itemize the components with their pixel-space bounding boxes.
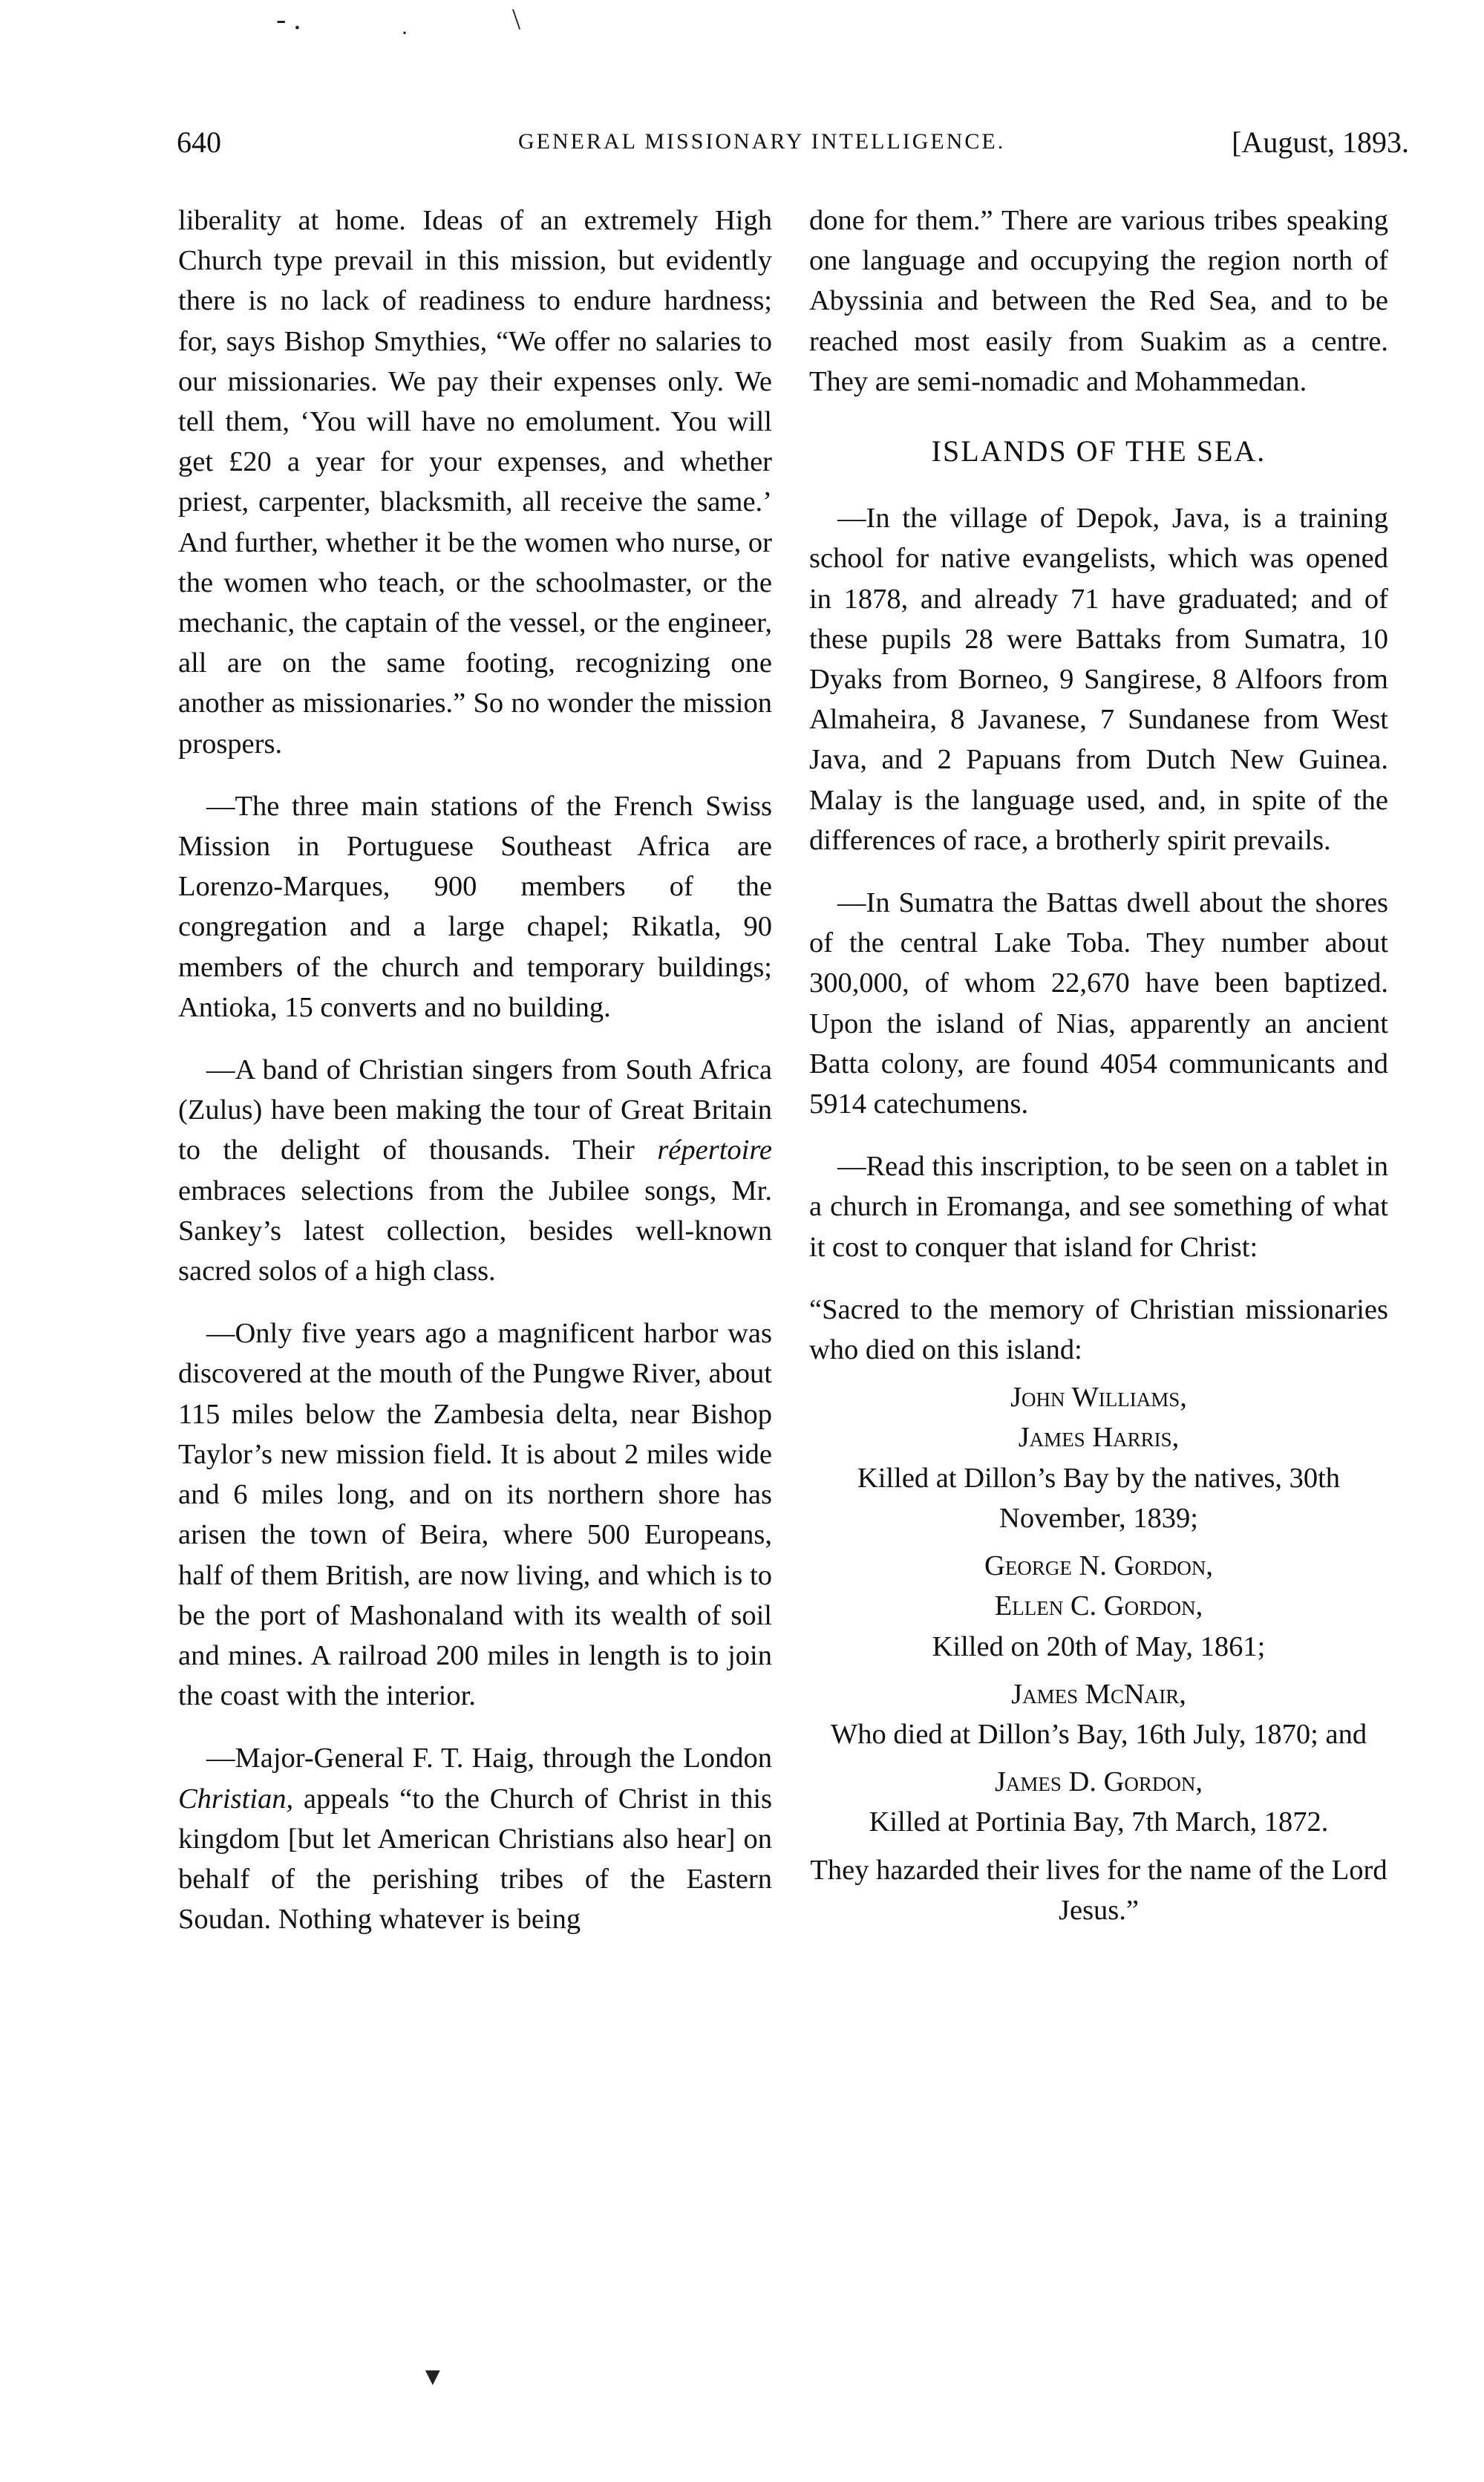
inscription: [809, 1290, 1388, 1930]
inscription-line: Who died at Dillon’s Bay, 16th July, 1870; and: [830, 1718, 1367, 1750]
inscription-name: John Williams,: [1010, 1382, 1187, 1414]
page-number: 640: [177, 125, 221, 159]
paragraph: liberality at home. Ideas of an extremely High Church type prevail in this mission, but evidently there is no lack of readiness to endure hardness; for, says Bishop Smythies, “We offer no salaries to our missionaries. We pay their expenses only. We tell them, ‘You will have no emolument. You will get £20 a year for your expenses, and whether priest, carpenter, blacksmith, all receive the same.’ And further, whether it be the women who nurse, or the women who teach, or the schoolmaster, or the mechanic, the captain of the vessel, or the engineer, all are on the same footing, recognizing one another as missionaries.” So no wonder the mission prospers.: [178, 205, 772, 760]
stray-mark: ▼: [420, 2363, 445, 2391]
inscription-name: James D. Gordon,: [994, 1766, 1203, 1798]
right-column: [809, 200, 1388, 1930]
section-heading: ISLANDS OF THE SEA.: [931, 434, 1266, 468]
paragraph: —In the village of Depok, Java, is a training school for native evangelists, which was opened in 1878, and already 71 have graduated; and of these pupils 28 were Battaks from Sumatra, 10 Dyaks from Borneo, 9 Sangirese, 8 Alfoors from Almaheira, 8 Javanese, 7 Sundanese from West Java, and 2 Papuans from Dutch New Guinea. Malay is the language used, and, in spite of the differences of race, a brotherly spirit prevails.: [809, 503, 1388, 856]
inscription-name: Ellen C. Gordon,: [994, 1590, 1203, 1622]
paragraph: —In Sumatra the Battas dwell about the shores of the central Lake Toba. They number about 300,000, of whom 22,670 have been baptized. Upon the island of Nias, apparently an ancient Batta colony, are found 4054 communicants and 5914 catechumens.: [809, 887, 1388, 1120]
text-run: embraces selections from the Jubilee songs, Mr. Sankey’s latest collection, besides well-known sacred solos of a high class.: [178, 1175, 772, 1287]
issue-date: [August, 1893.: [1232, 125, 1409, 159]
stray-mark: \: [512, 2, 521, 36]
running-title: GENERAL MISSIONARY INTELLIGENCE.: [518, 129, 1006, 154]
left-column: [178, 200, 772, 1939]
inscription-intro: “Sacred to the memory of Christian missionaries who died on this island:: [809, 1293, 1388, 1366]
inscription-line: Killed at Portinia Bay, 7th March, 1872.: [869, 1806, 1329, 1838]
paragraph: —Only five years ago a magnificent harbor was discovered at the mouth of the Pungwe River, about 115 miles below the Zambesia delta, near Bishop Taylor’s new mission field. It is about 2 miles wide and 6 miles long, and on its northern shore has arisen the town of Beira, where 500 Europeans, half of them British, are now living, and which is to be the port of Mashonaland with its wealth of soil and mines. A railroad 200 miles in length is to join the coast with the interior.: [178, 1318, 772, 1712]
paragraph: [178, 1050, 772, 1291]
stray-mark: - .: [276, 2, 301, 36]
text-run: —Major-General F. T. Haig, through the London: [206, 1743, 772, 1774]
inscription-closing: They hazarded their lives for the name of the Lord Jesus.”: [810, 1854, 1387, 1926]
page-header: [177, 125, 1409, 169]
italic-text: Christian,: [178, 1783, 294, 1815]
inscription-name: James McNair,: [1011, 1678, 1186, 1710]
paragraph: —The three main stations of the French Swiss Mission in Portuguese Southeast Africa are Lorenzo-Marques, 900 members of the congregation and a large chapel; Rikatla, 90 members of the church and temporary buildings; Antioka, 15 converts and no building.: [178, 790, 772, 1023]
text-run: —A band of Christian singers from South Africa (Zulus) have been making the tour of Great Britain to the delight of thousands. Their: [178, 1054, 772, 1166]
paragraph: —Read this inscription, to be seen on a tablet in a church in Eromanga, and see something of what it cost to conquer that island for Christ:: [809, 1151, 1388, 1263]
stray-mark: ·: [401, 21, 408, 45]
paragraph: [178, 1738, 772, 1939]
paragraph: done for them.” There are various tribes speaking one language and occupying the region north of Abyssinia and between the Red Sea, and to be reached most easily from Suakim as a centre. They are semi-nomadic and Mohammedan.: [809, 205, 1388, 397]
text-run: appeals “to the Church of Christ in this kingdom [but let American Christians also hear] on behalf of the perishing tribes of the Eastern Soudan. Nothing whatever is being: [178, 1783, 772, 1936]
italic-text: répertoire: [657, 1134, 772, 1166]
inscription-name: George N. Gordon,: [984, 1550, 1213, 1582]
inscription-line: Killed at Dillon’s Bay by the natives, 30th November, 1839;: [857, 1462, 1341, 1534]
inscription-line: Killed on 20th of May, 1861;: [932, 1630, 1266, 1662]
inscription-name: James Harris,: [1018, 1422, 1180, 1454]
